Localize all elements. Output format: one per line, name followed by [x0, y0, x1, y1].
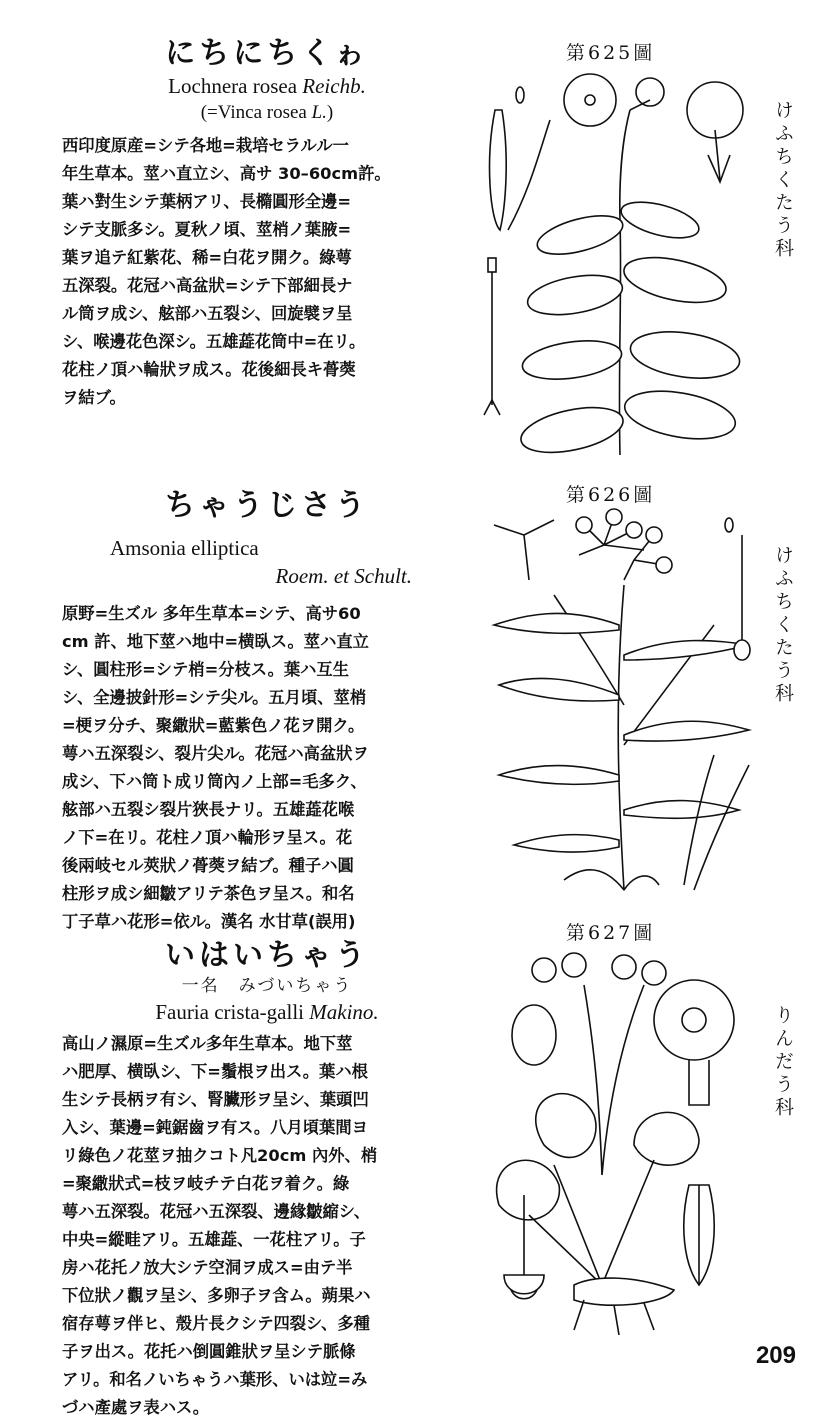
- text-line: 子ヲ出ス。花托ハ倒圓錐狀ヲ呈シテ脈條: [62, 1342, 356, 1361]
- text-line: づハ產處ヲ表ハス。: [62, 1398, 210, 1417]
- text-line: 入シ、葉邊=鈍鋸齒ヲ有ス。八月頃葉間ヨ: [62, 1118, 368, 1137]
- page-number: 209: [755, 1342, 796, 1369]
- text-line: ヲ結ブ。: [62, 388, 126, 407]
- text-line: 萼ハ五深裂シ、裂片尖ル。花冠ハ高盆狀ヲ: [62, 744, 369, 763]
- text-line: アリ。和名ノいちゃうハ葉形、いは竝=み: [62, 1370, 368, 1389]
- scientific-name: Fauria crista-galli Makino.: [155, 1000, 379, 1024]
- scientific-name: Amsonia elliptica: [110, 536, 259, 560]
- text-line: =梗ヲ分チ、聚繖狀=藍紫色ノ花ヲ開ク。: [62, 716, 365, 735]
- text-line: cm 許、地下莖ハ地中=横臥ス。莖ハ直立: [62, 632, 369, 651]
- text-line: 萼ハ五深裂。花冠ハ五深裂、邊緣皺縮シ、: [62, 1202, 371, 1221]
- synonym: (=Vinca rosea L.): [200, 102, 334, 123]
- text-line: 柱形ヲ成シ細皺アリテ茶色ヲ呈ス。和名: [62, 884, 355, 903]
- japanese-name: にちにちくゎ: [165, 36, 369, 71]
- description: [62, 132, 472, 412]
- text-line: ル筒ヲ成シ、舷部ハ五裂シ、回旋襞ヲ呈: [62, 304, 353, 323]
- text-line: 五深裂。花冠ハ高盆狀=シテ下部細長ナ: [62, 276, 353, 295]
- family-label: けふちくたう科: [772, 545, 794, 706]
- text-line: シテ支脈多シ。夏秋ノ頃、莖梢ノ葉腋=: [62, 220, 352, 239]
- text-line: 舷部ハ五裂シ裂片狹長ナリ。五雄蕋花喉: [62, 800, 355, 819]
- figure-number: 第625圖: [566, 42, 656, 64]
- text-line: シ、全邊披針形=シテ尖ル。五月頃、莖梢: [62, 688, 367, 707]
- text-line: シ、喉邊花色深シ。五雄蕋花筒中=在リ。: [62, 332, 366, 351]
- text-line: 成シ、下ハ筒ト成リ筒內ノ上部=毛多ク、: [62, 772, 367, 791]
- scientific-author: Roem. et Schult.: [275, 564, 412, 588]
- family-label: けふちくたう科: [772, 100, 794, 261]
- text-line: 年生草本。莖ハ直立シ、高サ 30–60cm許。: [62, 164, 391, 183]
- text-line: 花柱ノ頂ハ輪狀ヲ成ス。花後細長キ蓇葖: [62, 360, 356, 379]
- entry-626-text: [62, 488, 472, 936]
- alternate-name: 一名 みづいちゃう: [181, 976, 353, 996]
- text-line: 中央=縱畦アリ。五雄蕋、一花柱アリ。子: [62, 1230, 366, 1249]
- text-line: 高山ノ濕原=生ズル多年生草本。地下莖: [62, 1034, 353, 1053]
- text-line: 宿存萼ヲ伴ヒ、殼片長クシテ四裂シ、多種: [62, 1314, 370, 1333]
- text-line: 原野=生ズル 多年生草本=シテ、高サ60: [62, 604, 361, 623]
- family-label: りんだう科: [772, 1005, 794, 1120]
- text-line: 葉ハ對生シテ葉柄アリ、長橢圓形全邊=: [62, 192, 351, 211]
- figure-number: 第626圖: [566, 484, 656, 506]
- scientific-name: Lochnera rosea Reichb.: [168, 74, 366, 98]
- entry-625-text: [62, 36, 472, 412]
- illustration-fauria-crista-galli: [484, 945, 764, 1345]
- text-line: 生シテ長柄ヲ有シ、腎臟形ヲ呈シ、葉頭凹: [62, 1090, 369, 1109]
- japanese-name: ちゃうじさう: [165, 488, 369, 523]
- text-line: 後兩岐セル莢狀ノ蓇葖ヲ結ブ。種子ハ圓: [62, 856, 354, 875]
- illustration-lochnera-rosea: [480, 70, 760, 460]
- figure-number: 第627圖: [566, 922, 656, 944]
- description: [62, 1030, 472, 1422]
- text-line: シ、圓柱形=シテ梢=分枝ス。葉ハ互生: [62, 660, 349, 679]
- text-line: 丁子草ハ花形=依ル。漢名 水甘草(誤用): [62, 912, 356, 931]
- text-line: ハ肥厚、横臥シ、下=鬚根ヲ出ス。葉ハ根: [62, 1062, 368, 1081]
- text-line: =聚繖狀式=枝ヲ岐チテ白花ヲ着ク。綠: [62, 1174, 350, 1193]
- description: [62, 600, 472, 936]
- text-line: 下位狀ノ觀ヲ呈シ、多卵子ヲ含ム。蒴果ハ: [62, 1286, 371, 1305]
- text-line: 葉ヲ追テ紅紫花、稀=白花ヲ開ク。綠萼: [62, 248, 352, 267]
- japanese-name: いはいちゃう: [165, 938, 369, 973]
- text-line: ノ下=在リ。花柱ノ頂ハ輪形ヲ呈ス。花: [62, 828, 353, 847]
- text-line: 房ハ花托ノ放大シテ空洞ヲ成ス=由テ半: [62, 1258, 353, 1277]
- text-line: リ綠色ノ花莖ヲ抽クコト凡20cm 內外、梢: [62, 1146, 378, 1165]
- text-line: 西印度原産=シテ各地=栽培セラルル一: [62, 136, 349, 155]
- illustration-amsonia-elliptica: [484, 505, 764, 895]
- entry-627-text: [62, 938, 472, 1422]
